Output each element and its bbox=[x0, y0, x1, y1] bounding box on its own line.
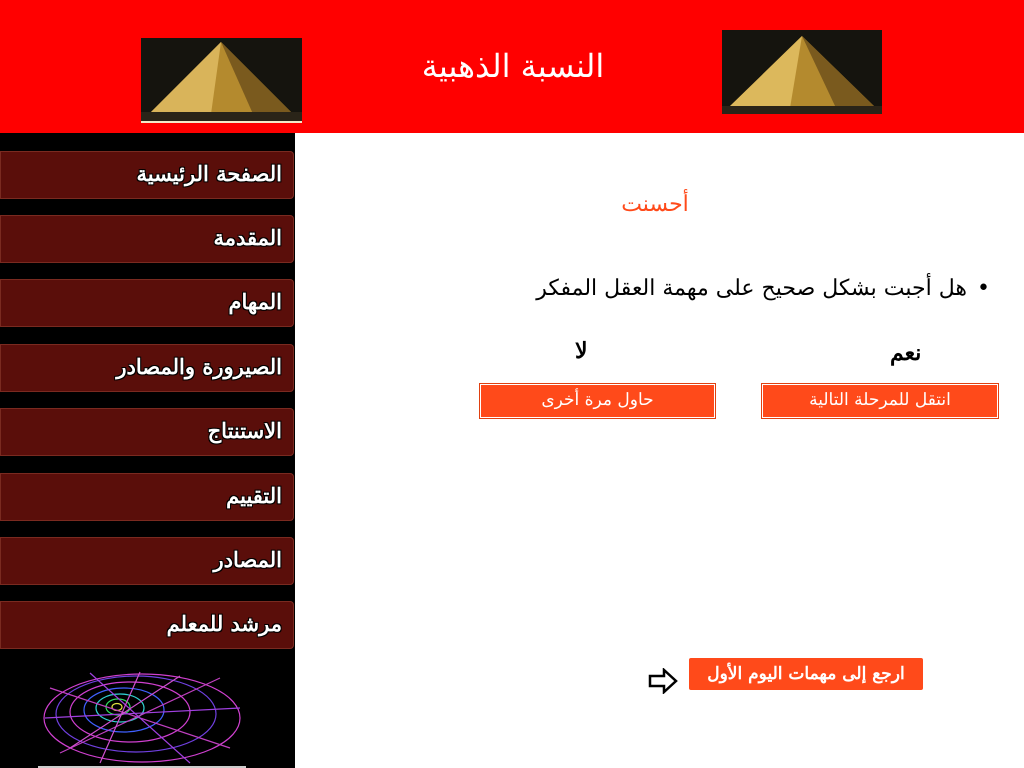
sidebar-item-process-resources[interactable] bbox=[0, 344, 294, 392]
page-title: النسبة الذهبية bbox=[421, 47, 605, 85]
sidebar-item-label: الاستنتاج bbox=[207, 418, 282, 443]
header-banner bbox=[0, 0, 1024, 133]
sidebar-item-tasks[interactable] bbox=[0, 279, 294, 327]
back-to-day-one-tasks-button[interactable]: ارجع إلى مهمات اليوم الأول bbox=[689, 658, 923, 690]
sidebar-item-label: المقدمة bbox=[213, 225, 282, 250]
retry-button[interactable]: حاول مرة أخرى bbox=[480, 384, 715, 418]
sidebar-item-label: التقييم bbox=[226, 483, 282, 508]
praise-message: أحسنت bbox=[621, 192, 689, 217]
sidebar-item-conclusion[interactable] bbox=[0, 408, 294, 456]
golden-spiral-image bbox=[40, 668, 245, 766]
sidebar-item-introduction[interactable] bbox=[0, 215, 294, 263]
yes-label: نعم bbox=[890, 340, 922, 366]
sidebar-item-evaluation[interactable] bbox=[0, 473, 294, 521]
sidebar-item-home[interactable] bbox=[0, 151, 294, 199]
pyramid-image-left bbox=[141, 38, 302, 123]
sidebar-item-label: المهام bbox=[228, 289, 282, 314]
arrow-right-icon[interactable] bbox=[648, 668, 678, 694]
sidebar-item-teacher-guide[interactable] bbox=[0, 601, 294, 649]
pyramid-image-right bbox=[722, 30, 882, 114]
sidebar-item-label: المصادر bbox=[213, 547, 282, 572]
sidebar-item-sources[interactable] bbox=[0, 537, 294, 585]
sidebar-item-label: مرشد للمعلم bbox=[166, 611, 282, 636]
bullet: • bbox=[977, 276, 990, 301]
no-label: لا bbox=[575, 338, 588, 364]
sidebar-item-label: الصيرورة والمصادر bbox=[116, 354, 282, 379]
question-label: هل أجبت بشكل صحيح على مهمة العقل المفكر bbox=[536, 276, 968, 301]
question-text bbox=[470, 276, 990, 301]
sidebar-item-label: الصفحة الرئيسية bbox=[136, 161, 282, 186]
next-stage-button[interactable]: انتقل للمرحلة التالية bbox=[762, 384, 998, 418]
